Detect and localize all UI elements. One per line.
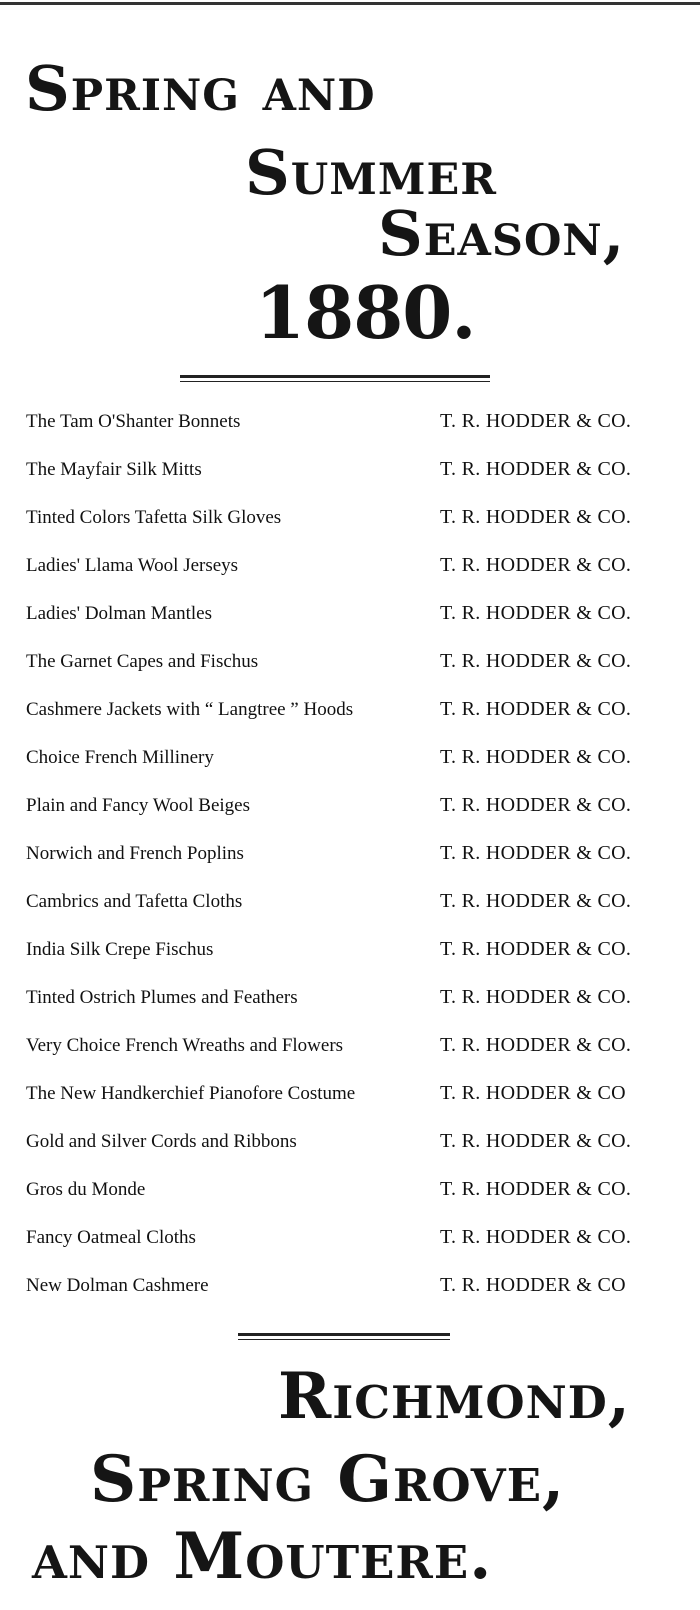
list-item	[0, 644, 700, 692]
item-seller: T. R. HODDER & CO.	[440, 794, 632, 816]
list-item	[0, 1124, 700, 1172]
lower-divider-rule	[238, 1333, 450, 1340]
item-seller: T. R. HODDER & CO	[440, 1082, 626, 1104]
item-name: Tinted Colors Tafetta Silk Gloves	[26, 507, 282, 528]
list-item	[0, 692, 700, 740]
upper-divider-rule	[180, 375, 490, 382]
list-item	[0, 548, 700, 596]
top-border-rule	[0, 2, 700, 5]
item-name: Ladies' Llama Wool Jerseys	[26, 555, 239, 576]
item-name: India Silk Crepe Fischus	[26, 939, 214, 960]
item-name: The New Handkerchief Pianofore Costume	[26, 1083, 356, 1104]
headline-spring-and: Spring and	[25, 52, 376, 125]
item-seller: T. R. HODDER & CO.	[440, 650, 632, 672]
list-item	[0, 404, 700, 452]
item-seller: T. R. HODDER & CO.	[440, 890, 632, 912]
list-item	[0, 836, 700, 884]
item-name: Plain and Fancy Wool Beiges	[26, 795, 250, 816]
item-name: Very Choice French Wreaths and Flowers	[26, 1035, 344, 1056]
location-moutere: and Moutere.	[32, 1519, 493, 1594]
list-item	[0, 980, 700, 1028]
item-name: The Mayfair Silk Mitts	[26, 459, 202, 480]
item-seller: T. R. HODDER & CO.	[440, 1178, 632, 1200]
item-name: The Tam O'Shanter Bonnets	[26, 411, 241, 432]
item-seller: T. R. HODDER & CO.	[440, 506, 632, 528]
item-seller: T. R. HODDER & CO.	[440, 1130, 632, 1152]
item-name: Choice French Millinery	[26, 747, 214, 768]
list-item	[0, 884, 700, 932]
list-item	[0, 740, 700, 788]
list-item	[0, 500, 700, 548]
item-name: The Garnet Capes and Fischus	[26, 651, 259, 672]
headline-summer: Summer	[245, 136, 497, 209]
item-seller: T. R. HODDER & CO.	[440, 1034, 632, 1056]
item-name: Norwich and French Poplins	[26, 843, 244, 864]
item-seller: T. R. HODDER & CO.	[440, 842, 632, 864]
list-item	[0, 596, 700, 644]
headline-year: 1880.	[255, 270, 476, 355]
item-seller: T. R. HODDER & CO	[440, 1274, 626, 1296]
item-seller: T. R. HODDER & CO.	[440, 698, 632, 720]
item-seller: T. R. HODDER & CO.	[440, 602, 632, 624]
item-seller: T. R. HODDER & CO.	[440, 410, 632, 432]
location-spring-grove: Spring Grove,	[90, 1442, 566, 1517]
item-seller: T. R. HODDER & CO.	[440, 986, 632, 1008]
headline-season: Season,	[378, 197, 626, 270]
list-item	[0, 1076, 700, 1124]
list-item	[0, 452, 700, 500]
list-item	[0, 1220, 700, 1268]
list-item	[0, 1172, 700, 1220]
list-item	[0, 932, 700, 980]
list-item	[0, 1028, 700, 1076]
product-list	[0, 404, 700, 1316]
item-seller: T. R. HODDER & CO.	[440, 554, 632, 576]
list-item	[0, 788, 700, 836]
list-item	[0, 1268, 700, 1316]
item-seller: T. R. HODDER & CO.	[440, 458, 632, 480]
item-seller: T. R. HODDER & CO.	[440, 1226, 632, 1248]
item-name: Fancy Oatmeal Cloths	[26, 1227, 196, 1248]
item-name: Tinted Ostrich Plumes and Feathers	[26, 987, 298, 1008]
item-name: Gold and Silver Cords and Ribbons	[26, 1131, 297, 1152]
item-name: Cashmere Jackets with “ Langtree ” Hoods	[26, 699, 354, 720]
item-name: New Dolman Cashmere	[26, 1275, 209, 1296]
item-name: Ladies' Dolman Mantles	[26, 603, 212, 624]
item-name: Gros du Monde	[26, 1179, 146, 1200]
item-name: Cambrics and Tafetta Cloths	[26, 891, 243, 912]
item-seller: T. R. HODDER & CO.	[440, 746, 632, 768]
location-richmond: Richmond,	[278, 1359, 632, 1434]
item-seller: T. R. HODDER & CO.	[440, 938, 632, 960]
